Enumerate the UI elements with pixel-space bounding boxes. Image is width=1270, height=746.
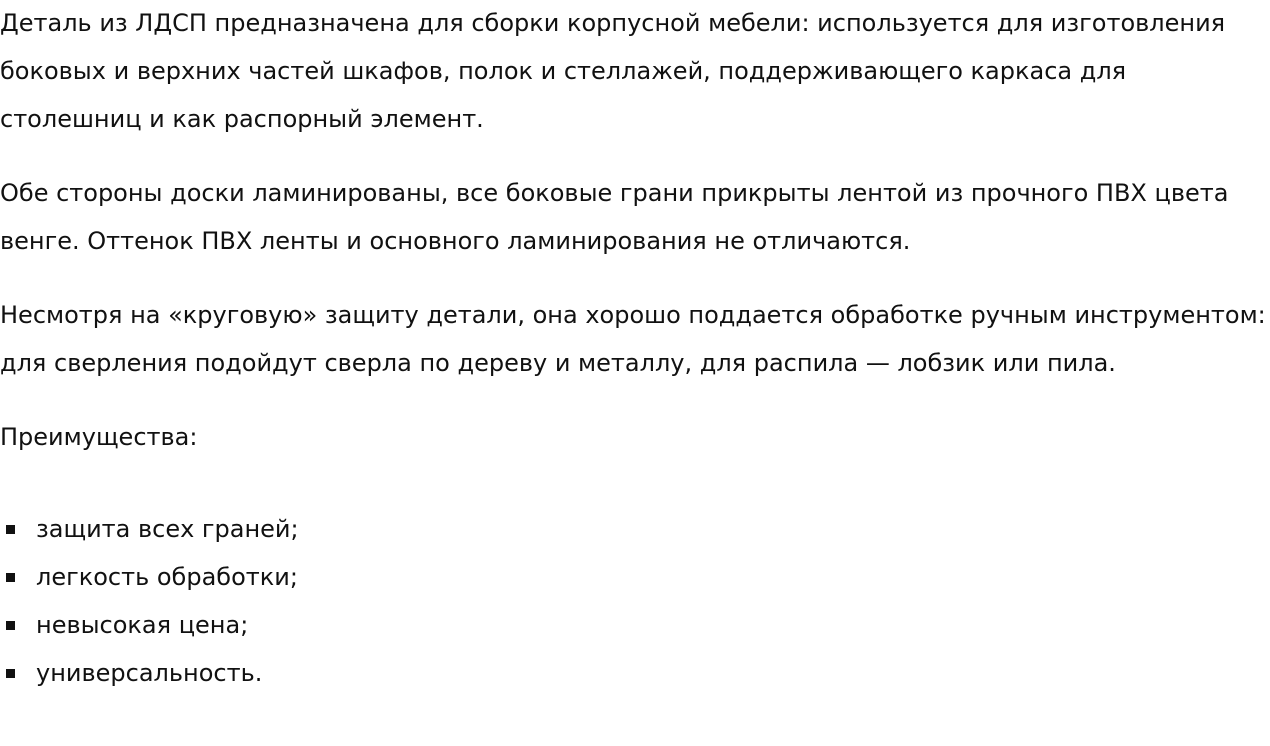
advantage-item xyxy=(0,601,1270,649)
advantage-item xyxy=(0,553,1270,601)
advantage-item xyxy=(0,649,1270,697)
advantages-heading: Преимущества: xyxy=(0,423,198,451)
square-bullet-icon xyxy=(6,669,15,678)
advantage-item-label: защита всех граней; xyxy=(36,515,299,543)
advantage-item-label: универсальность. xyxy=(36,659,263,687)
description-paragraph-lamination: Обе стороны доски ламинированы, все боковые грани прикрыты лентой из прочного ПВХ цвета венге. Оттенок ПВХ ленты и основного ламинирования не отличаются. xyxy=(0,179,1229,255)
advantages-list xyxy=(0,505,1270,697)
description-paragraph-processing: Несмотря на «круговую» защиту детали, она хорошо поддается обработке ручным инструментом: для сверления подойдут сверла по дереву и металлу, для распила — лобзик или пила. xyxy=(0,301,1266,377)
advantage-item-label: легкость обработки; xyxy=(36,563,298,591)
description-paragraph-usage: Деталь из ЛДСП предназначена для сборки корпусной мебели: используется для изготовления боковых и верхних частей шкафов, полок и стеллажей, поддерживающего каркаса для столешниц и как распорный элемент. xyxy=(0,9,1226,133)
advantage-item-label: невысокая цена; xyxy=(36,611,249,639)
square-bullet-icon xyxy=(6,621,15,630)
square-bullet-icon xyxy=(6,525,15,534)
square-bullet-icon xyxy=(6,573,15,582)
advantage-item xyxy=(0,505,1270,553)
